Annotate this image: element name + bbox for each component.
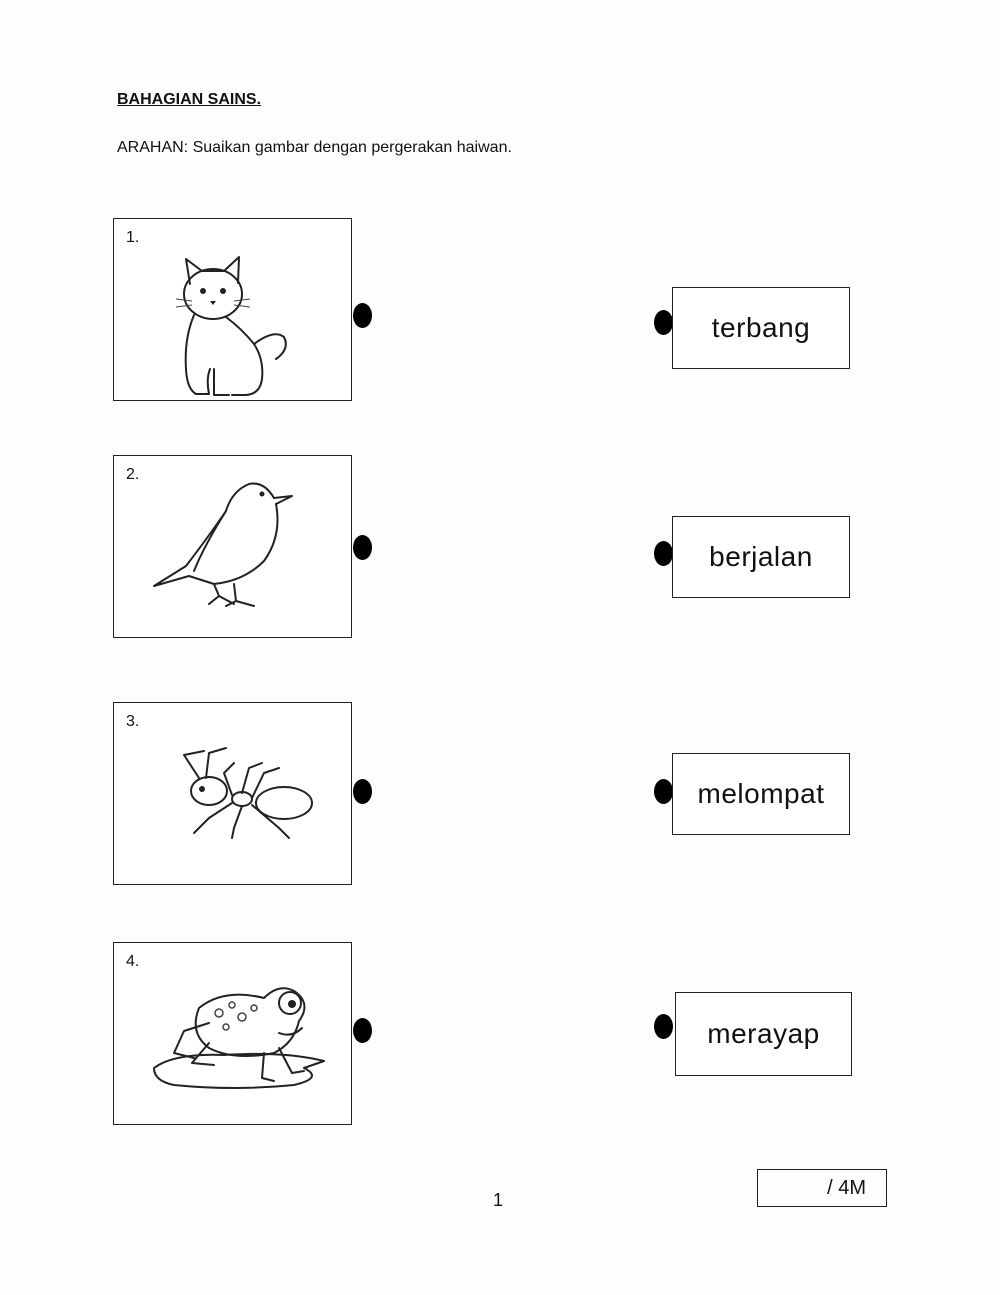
ant-icon bbox=[114, 703, 353, 886]
score-box: / 4M bbox=[757, 1169, 887, 1207]
match-dot-movement-1[interactable] bbox=[654, 310, 673, 335]
match-dot-movement-3[interactable] bbox=[654, 779, 673, 804]
match-dot-animal-2[interactable] bbox=[353, 535, 372, 560]
match-dot-animal-4[interactable] bbox=[353, 1018, 372, 1043]
movement-box-terbang: terbang bbox=[672, 287, 850, 369]
picture-number: 2. bbox=[126, 466, 140, 483]
bird-icon bbox=[114, 456, 353, 639]
movement-box-berjalan: berjalan bbox=[672, 516, 850, 598]
frog-icon bbox=[114, 943, 353, 1126]
match-dot-movement-4[interactable] bbox=[654, 1014, 673, 1039]
match-dot-animal-1[interactable] bbox=[353, 303, 372, 328]
page-number: 1 bbox=[493, 1190, 504, 1210]
movement-box-merayap: merayap bbox=[675, 992, 852, 1076]
picture-number: 3. bbox=[126, 713, 140, 730]
match-dot-movement-2[interactable] bbox=[654, 541, 673, 566]
cat-icon bbox=[114, 219, 353, 402]
picture-box-3 bbox=[113, 702, 352, 885]
picture-box-2 bbox=[113, 455, 352, 638]
picture-number: 4. bbox=[126, 953, 140, 970]
picture-box-1 bbox=[113, 218, 352, 401]
instruction-text: ARAHAN: Suaikan gambar dengan pergerakan haiwan. bbox=[117, 139, 512, 156]
movement-box-melompat: melompat bbox=[672, 753, 850, 835]
match-dot-animal-3[interactable] bbox=[353, 779, 372, 804]
section-title: BAHAGIAN SAINS. bbox=[117, 91, 262, 108]
picture-number: 1. bbox=[126, 229, 140, 246]
picture-box-4 bbox=[113, 942, 352, 1125]
